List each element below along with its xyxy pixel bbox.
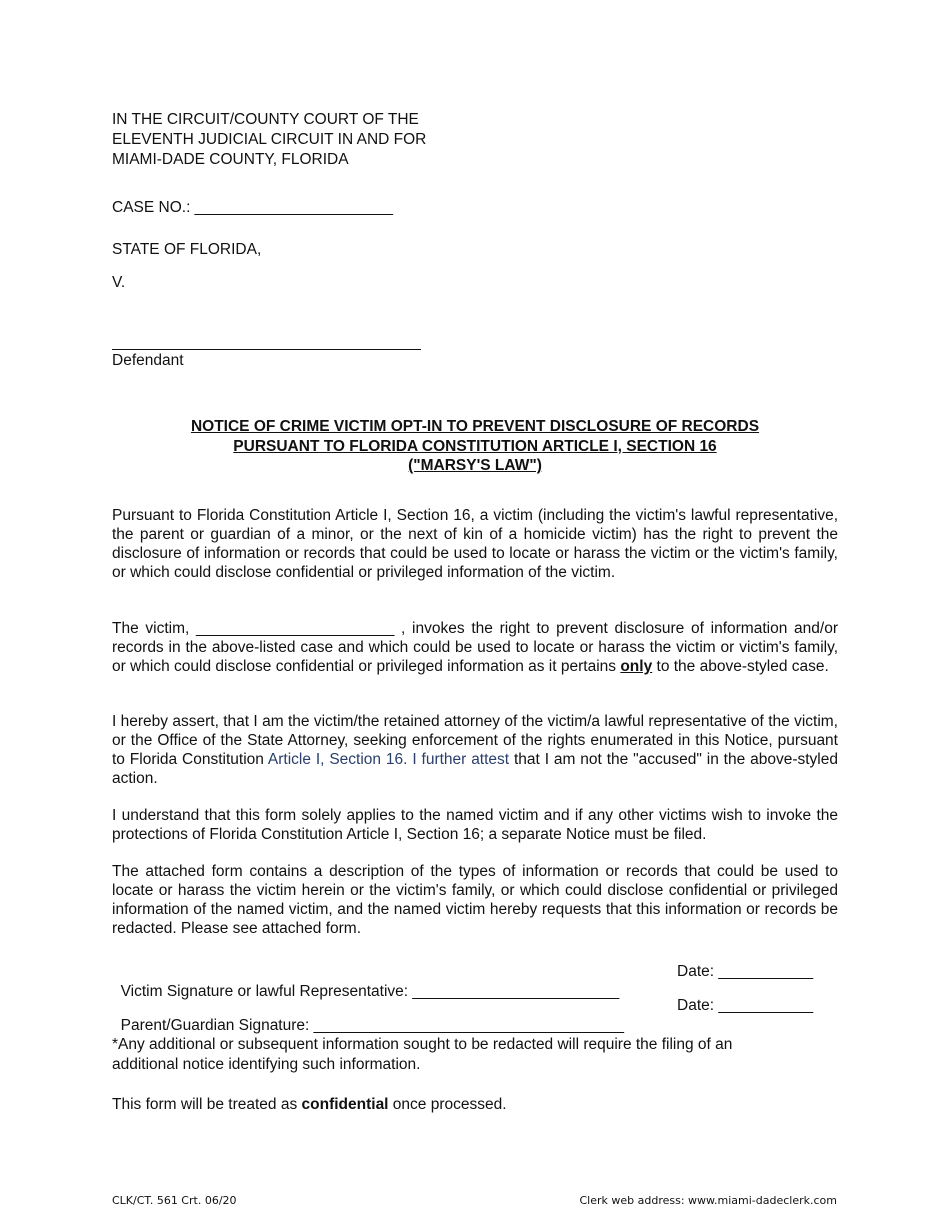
title-line-2: PURSUANT TO FLORIDA CONSTITUTION ARTICLE I, SECTION 16 <box>233 437 717 455</box>
paragraph-assertion <box>112 712 838 788</box>
p2-only: only <box>620 658 653 675</box>
confidential-note <box>112 1095 507 1115</box>
p3-article-reference: Article I, Section 16. I further attest <box>267 751 510 768</box>
p2-text-end: to the above-styled case. <box>652 658 829 675</box>
p2-text-start: The victim, _______________________ , invokes the right to prevent disclosure of information and/or records in the above-listed case and which could be used to locate or harass the victim or victim's family, or which could disclose confidential or privileged information as it pertains <box>112 620 838 675</box>
confidential-text-end: once processed. <box>388 1096 507 1113</box>
victim-date-field: Date: ___________ <box>677 963 814 980</box>
court-header <box>112 110 426 170</box>
parent-signature-field: Parent/Guardian Signature: ____________________________________ <box>120 1017 624 1034</box>
p3-text-start: I hereby assert, that I am the victim/the retained attorney of the victim/a lawful representative of the victim, or the Office of the State Attorney, seeking enforcement of the rights enumerated in this Notice, pursuant to Florida Constitution <box>112 713 838 768</box>
court-line-1: IN THE CIRCUIT/COUNTY COURT OF THE <box>112 111 419 128</box>
additional-info-note <box>112 1035 732 1075</box>
court-line-2: ELEVENTH JUDICIAL CIRCUIT IN AND FOR <box>112 131 427 148</box>
title-line-1: NOTICE OF CRIME VICTIM OPT-IN TO PREVENT DISCLOSURE OF RECORDS <box>190 418 760 435</box>
p3-text-end: that I am not the "accused" in the above-styled action. <box>112 751 838 787</box>
defendant-signature-line <box>112 349 421 350</box>
additional-note-line-2: additional notice identifying such information. <box>112 1056 421 1073</box>
defendant-label: Defendant <box>112 352 184 369</box>
footer-form-code: CLK/CT. 561 Crt. 06/20 <box>112 1194 237 1207</box>
case-number: CASE NO.: _______________________ <box>112 199 393 216</box>
footer-web-address: Clerk web address: www.miami-dadeclerk.com <box>579 1194 837 1207</box>
court-line-3: MIAMI-DADE COUNTY, FLORIDA <box>112 151 349 168</box>
confidential-bold: confidential <box>301 1096 389 1113</box>
paragraph-attached-form: The attached form contains a description of the types of information or records that could be used to locate or harass the victim herein or the victim's family, or which could disclose confidential or privileged information of the named victim, and the named victim hereby requests that this information or records be redacted. Please see attached form. <box>112 863 838 937</box>
paragraph-invocation <box>112 619 838 676</box>
parent-date-field: Date: ___________ <box>677 997 814 1014</box>
paragraph-named-victim: I understand that this form solely applies to the named victim and if any other victims wish to invoke the protections of Florida Constitution Article I, Section 16; a separate Notice must be filed. <box>112 807 838 843</box>
title-line-3: ("MARSY'S LAW") <box>408 457 542 474</box>
additional-note-line-1: *Any additional or subsequent information sought to be redacted will require the filing of an <box>112 1036 733 1053</box>
versus: V. <box>112 274 126 291</box>
notice-title <box>112 417 838 476</box>
paragraph-rights: Pursuant to Florida Constitution Article I, Section 16, a victim (including the victim's lawful representative, the parent or guardian of a minor, or the next of kin of a homicide victim) has the right to prevent the disclosure of information or records that could be used to locate or harass the victim or the victim's family, or which could disclose confidential or privileged information of the victim. <box>112 507 838 581</box>
victim-signature-field: Victim Signature or lawful Representative: ________________________ <box>120 983 620 1000</box>
confidential-text-start: This form will be treated as <box>112 1096 302 1113</box>
state-of-florida: STATE OF FLORIDA, <box>112 241 262 258</box>
